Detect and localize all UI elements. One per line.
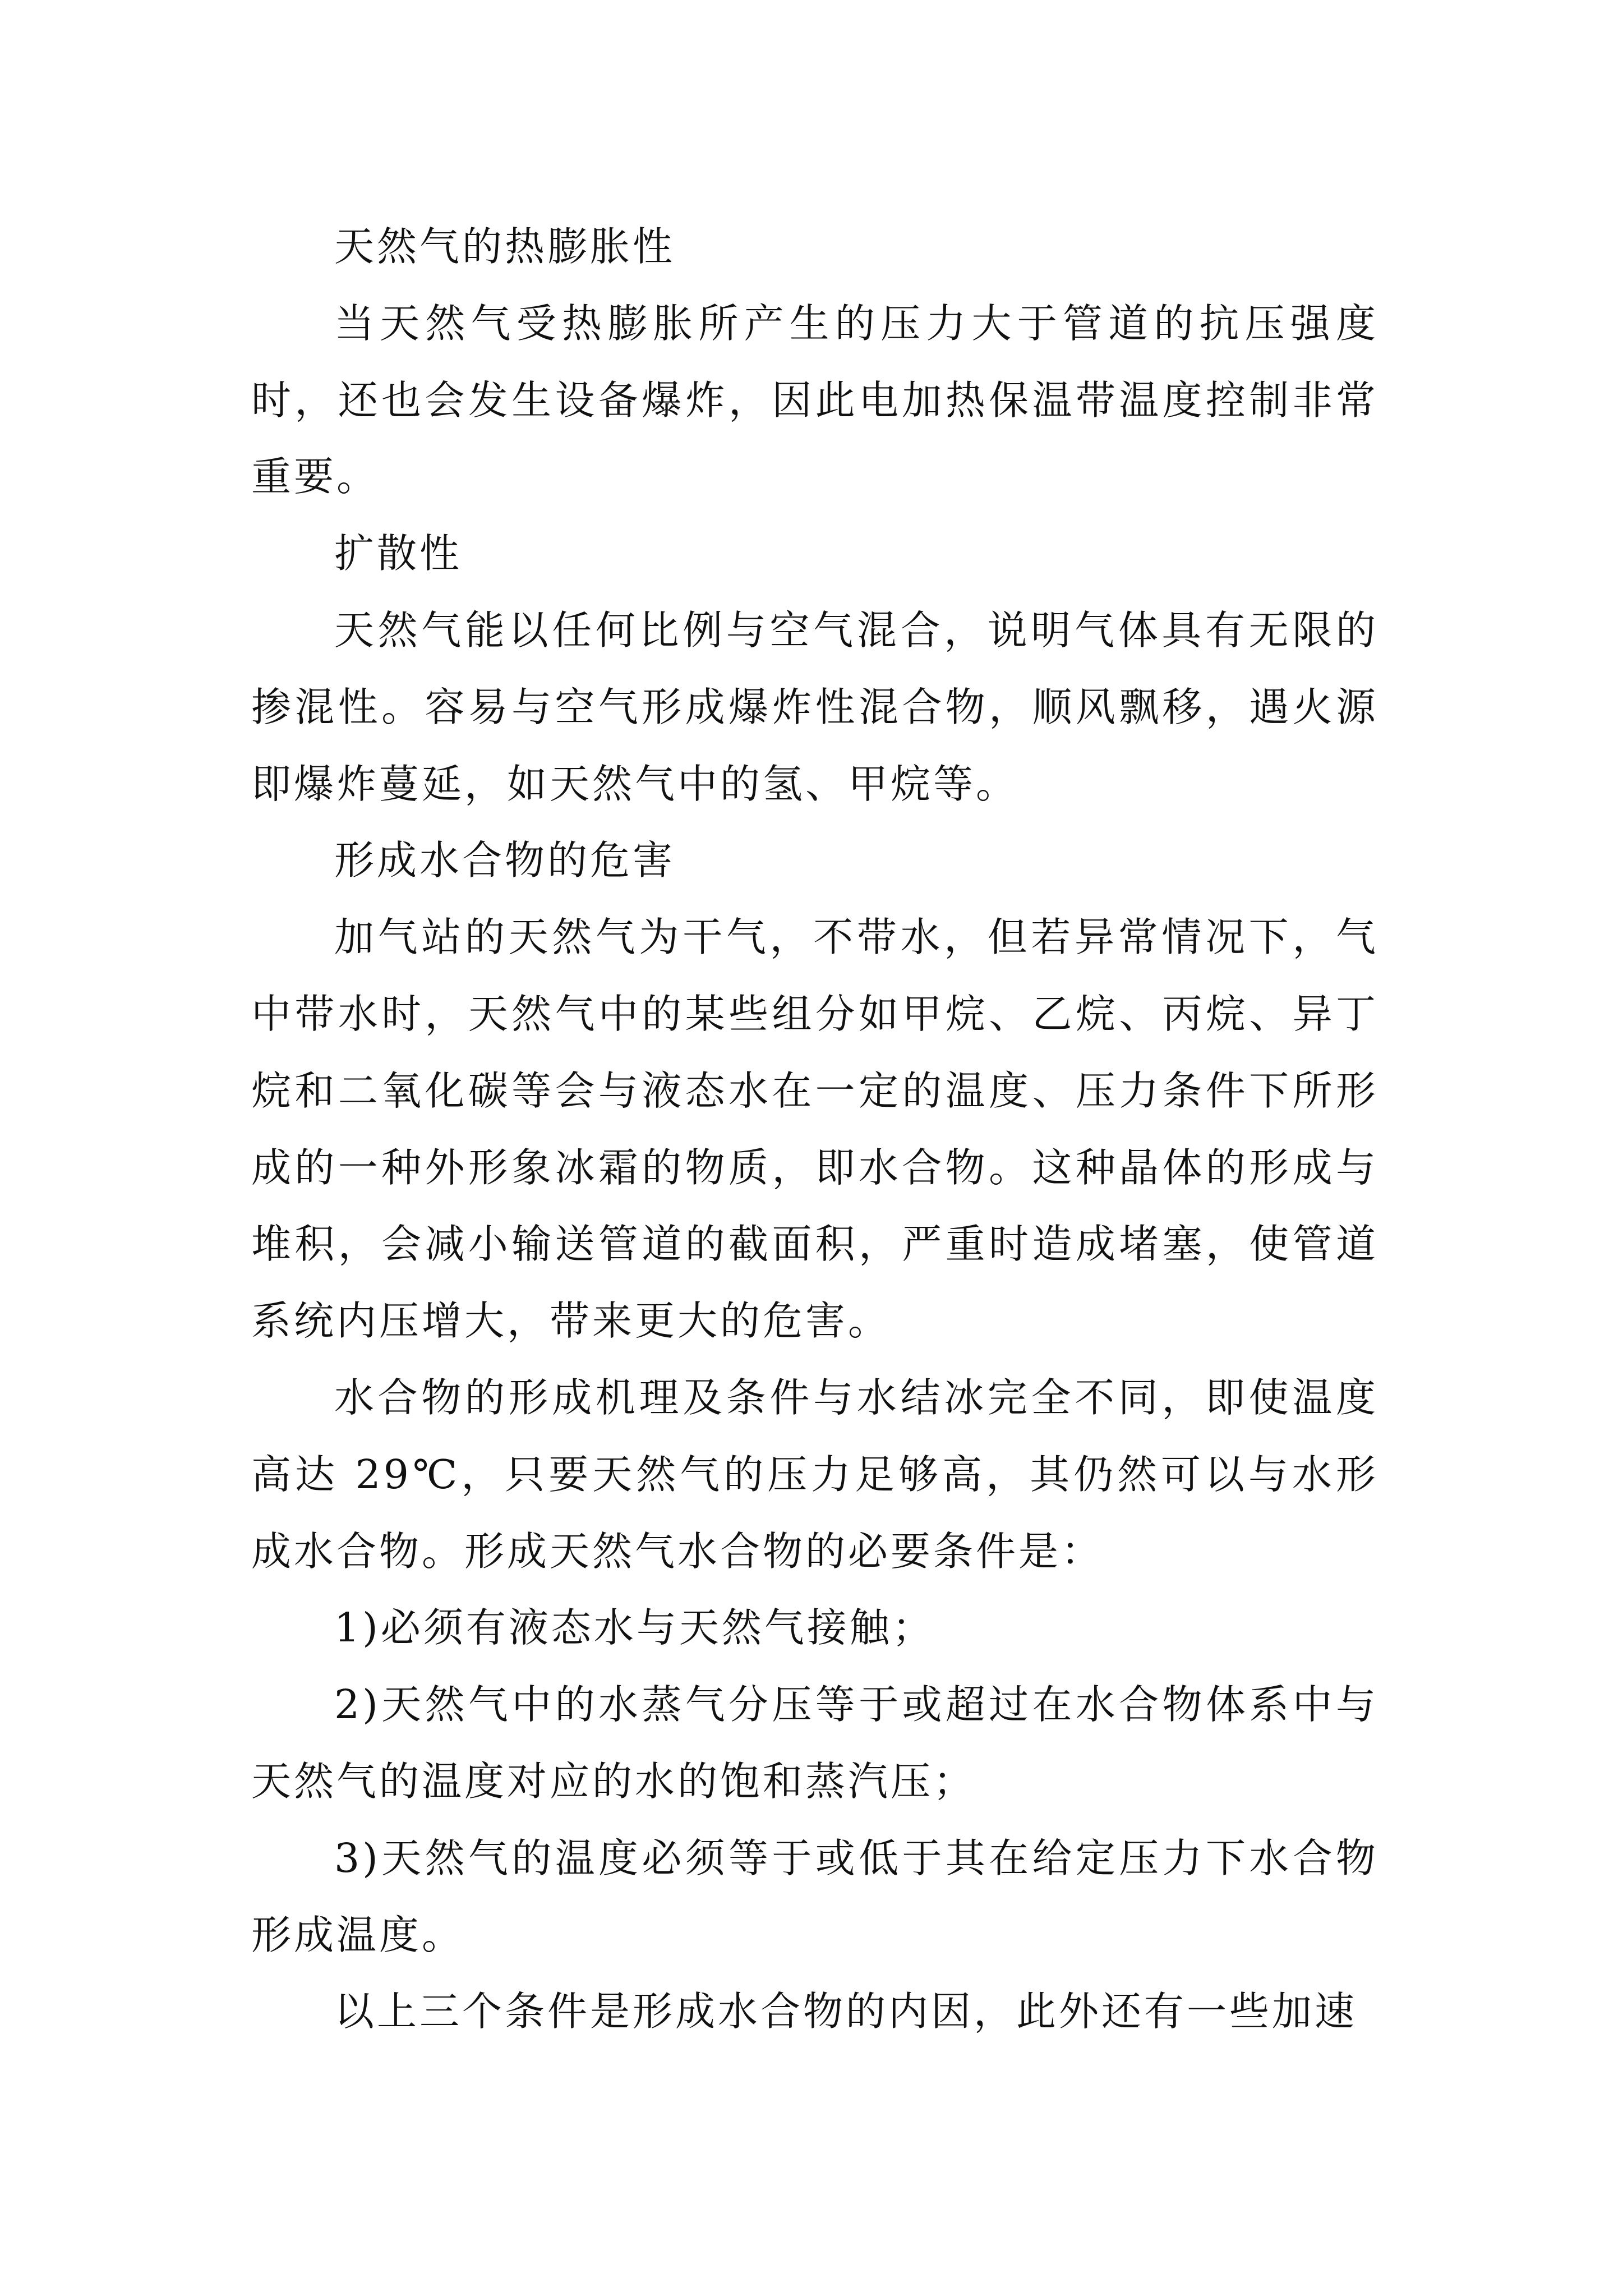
heading-thermal-expansion: 天然气的热膨胀性: [334, 223, 676, 270]
paragraph-thermal-expansion: 当天然气受热膨胀所产生的压力大于管道的抗压强度时，还也会发生设备爆炸，因此电加热保温带温度控制非常重要。: [251, 300, 1378, 500]
condition-item-1: 1)必须有液态水与天然气接触；: [334, 1604, 935, 1651]
heading-diffusivity: 扩散性: [334, 530, 463, 577]
paragraph-hydrate-hazard: 加气站的天然气为干气，不带水，但若异常情况下，气中带水时，天然气中的某些组分如甲烷、乙烷、丙烷、异丁烷和二氧化碳等会与液态水在一定的温度、压力条件下所形成的一种外形象冰霜的物质，即水合物。这种晶体的形成与堆积，会减小输送管道的截面积，严重时造成堵塞，使管道系统内压增大，带来更大的危害。: [251, 914, 1378, 1345]
paragraph-diffusivity: 天然气能以任何比例与空气混合，说明气体具有无限的掺混性。容易与空气形成爆炸性混合物，顺风飘移，遇火源即爆炸蔓延，如天然气中的氢、甲烷等。: [251, 606, 1378, 807]
condition-item-2: 2)天然气中的水蒸气分压等于或超过在水合物体系中与天然气的温度对应的水的饱和蒸汽压；: [251, 1681, 1378, 1805]
paragraph-hydrate-mechanism: 水合物的形成机理及条件与水结冰完全不同，即使温度高达 29℃，只要天然气的压力足够高，其仍然可以与水形成水合物。形成天然气水合物的必要条件是：: [251, 1374, 1378, 1575]
document-body: [251, 209, 1378, 2050]
condition-item-3: 3)天然气的温度必须等于或低于其在给定压力下水合物形成温度。: [251, 1834, 1378, 1958]
heading-hydrate-hazard: 形成水合物的危害: [334, 837, 676, 884]
paragraph-conditions-summary: 以上三个条件是形成水合物的内因，此外还有一些加速: [334, 1988, 1358, 2035]
